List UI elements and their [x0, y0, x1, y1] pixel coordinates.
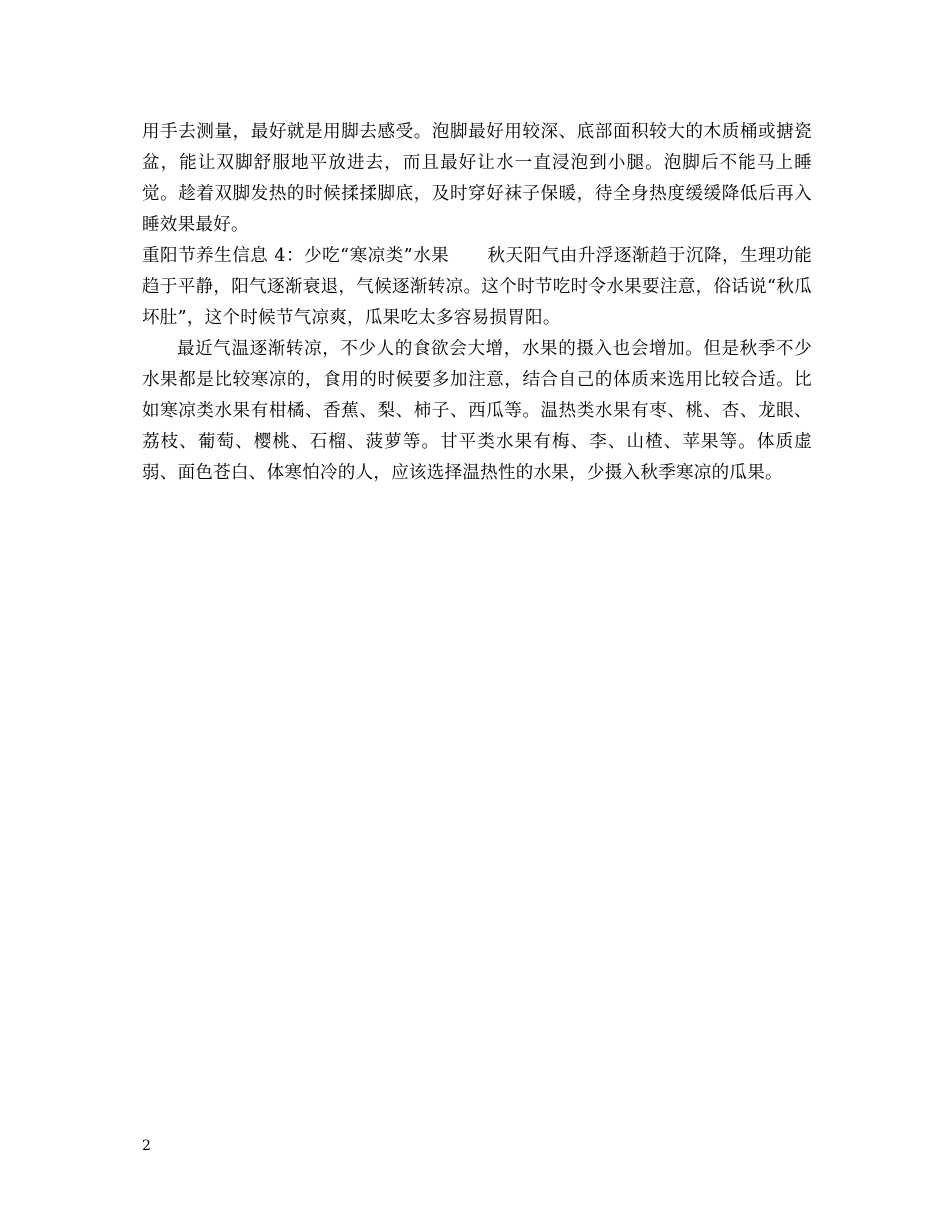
paragraph-text: 秋天阳气由升浮逐渐趋于沉降，生理功能趋于平静，阳气逐渐衰退，气候逐渐转凉。这个时节吃时令水果要注意，俗话说“秋瓜坏肚”，这个时候节气凉爽，瓜果吃太多容易损胃阳。 [142, 246, 812, 328]
paragraph-text: 最近气温逐渐转凉，不少人的食欲会大增，水果的摄入也会增加。但是秋季不少水果都是比较寒凉的，食用的时候要多加注意，结合自己的体质来选用比较合适。比如寒凉类水果有柑橘、香蕉、梨、柿子、西瓜等。温热类水果有枣、桃、杏、龙眼、荔枝、葡萄、樱桃、石榴、菠萝等。甘平类水果有梅、李、山楂、苹果等。体质虚弱、面色苍白、体寒怕冷的人，应该选择温热性的水果，少摄入秋季寒凉的瓜果。 [142, 339, 812, 483]
paragraph-autumn-fruit-intro [142, 241, 812, 334]
page-number: 2 [142, 1138, 151, 1154]
document-body [142, 117, 812, 489]
paragraph-fruit-types [142, 334, 812, 489]
paragraph-text: 用手去测量，最好就是用脚去感受。泡脚最好用较深、底部面积较大的木质桶或搪瓷盆，能让双脚舒服地平放进去，而且最好让水一直浸泡到小腿。泡脚后不能马上睡觉。趁着双脚发热的时候揉揉脚底，及时穿好袜子保暖，待全身热度缓缓降低后再入睡效果最好。 [142, 122, 812, 235]
paragraph-foot-soak [142, 117, 812, 241]
section-heading: 重阳节养生信息 4：少吃“寒凉类”水果 [142, 246, 450, 266]
